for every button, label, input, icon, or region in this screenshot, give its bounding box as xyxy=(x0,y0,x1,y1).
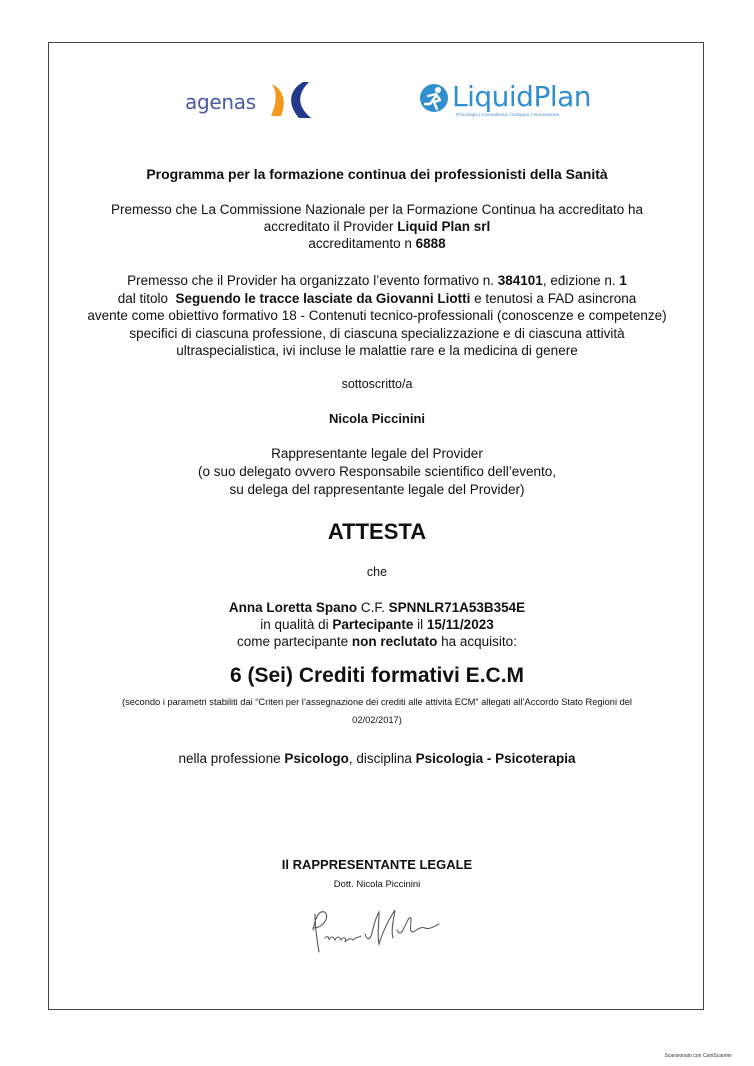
date-label: il xyxy=(413,617,427,632)
role-line2: (o suo delegato ovvero Responsabile scientifico dell’evento, xyxy=(198,464,556,479)
participant-line3 xyxy=(0,633,754,650)
provider-name: Liquid Plan srl xyxy=(397,219,491,234)
credits-heading: 6 (Sei) Crediti formativi E.C.M xyxy=(229,664,525,687)
criteria-line1: (secondo i parametri stabiliti dai “Criteri per l’assegnazione dei crediti alle attività ECM” allegati all’Accordo Stato Regioni del xyxy=(121,697,633,707)
discipline-value: Psicologia - Psicoterapia xyxy=(415,751,576,766)
premise2-line3: avente come obiettivo formativo 18 - Contenuti tecnico-professionali (conoscenze e competenze) xyxy=(87,308,667,323)
acquired-label: ha acquisito: xyxy=(437,634,517,649)
cf-label: C.F. xyxy=(357,600,389,615)
participant-name: Anna Loretta Spano xyxy=(228,600,358,615)
legal-rep-title: Il RAPPRESENTANTE LEGALE xyxy=(281,857,473,872)
agenas-logo xyxy=(185,80,315,120)
premise2-line1 xyxy=(0,272,754,289)
as-label: come partecipante xyxy=(237,634,352,649)
event-title: Seguendo le tracce lasciate da Giovanni Liotti xyxy=(175,291,471,306)
premise2-line5: ultraspecialistica, ivi incluse le malattie rare e la medicina di genere xyxy=(176,343,578,358)
profession-line xyxy=(0,750,754,767)
liquidplan-wordmark: LiquidPlan xyxy=(452,80,592,113)
premise1-line3-text: accreditamento n xyxy=(308,236,416,251)
premise2-line1-mid: , edizione n. xyxy=(542,273,620,288)
premise2-line1-text: Premesso che il Provider ha organizzato l’evento formativo n. xyxy=(127,273,498,288)
participant-line1 xyxy=(0,599,754,616)
legal-rep-name: Dott. Nicola Piccinini xyxy=(333,879,421,890)
liquidplan-runner-icon xyxy=(418,82,450,114)
premise2-line4: specifici di ciascuna professione, di ciascuna specializzazione e di ciascuna attività xyxy=(129,326,625,341)
attesta-heading: ATTESTA xyxy=(327,519,427,544)
profession-value: Psicologo xyxy=(284,751,349,766)
liquidplan-tagline: Psicologia | Consulenza | Sviluppo | Innovazione xyxy=(456,113,560,118)
che-label: che xyxy=(366,565,388,579)
accreditation-number: 6888 xyxy=(415,236,446,251)
quality-label: in qualità di xyxy=(260,617,333,632)
edition-number: 1 xyxy=(619,273,627,288)
role-line1: Rappresentante legale del Provider xyxy=(271,446,483,461)
participant-recruitment: non reclutato xyxy=(351,634,438,649)
participant-line2 xyxy=(0,616,754,633)
premise1-line3 xyxy=(0,235,754,252)
liquidplan-logo xyxy=(418,78,603,122)
signatory-name: Nicola Piccinini xyxy=(328,411,426,426)
handwritten-signature xyxy=(305,900,455,960)
premise2-line2-text: dal titolo xyxy=(117,291,176,306)
discipline-label: , disciplina xyxy=(348,751,416,766)
participant-date: 15/11/2023 xyxy=(426,617,494,632)
premise1-line2-text: accreditato il Provider xyxy=(263,219,398,234)
participant-cf: SPNNLR71A53B354E xyxy=(388,600,526,615)
signed-label: sottoscritto/a xyxy=(341,377,413,391)
agenas-wordmark: agenas xyxy=(185,90,256,114)
program-title: Programma per la formazione continua dei professionisti della Sanità xyxy=(146,166,608,182)
criteria-line2: 02/02/2017) xyxy=(352,715,402,725)
agenas-mark-icon xyxy=(269,80,315,120)
premise2-line2-post: e tenutosi a FAD asincrona xyxy=(470,291,637,306)
profession-label: nella professione xyxy=(178,751,285,766)
scanner-watermark: Scansionato con CamScanner xyxy=(664,1053,732,1059)
premise1-line2 xyxy=(0,218,754,235)
premise2-line2 xyxy=(0,290,754,307)
participant-quality: Partecipante xyxy=(332,617,414,632)
role-line3: su delega del rappresentante legale del Provider) xyxy=(229,482,525,497)
premise1-line1: Premesso che La Commissione Nazionale per la Formazione Continua ha accreditato ha xyxy=(110,202,644,217)
event-number: 384101 xyxy=(497,273,543,288)
